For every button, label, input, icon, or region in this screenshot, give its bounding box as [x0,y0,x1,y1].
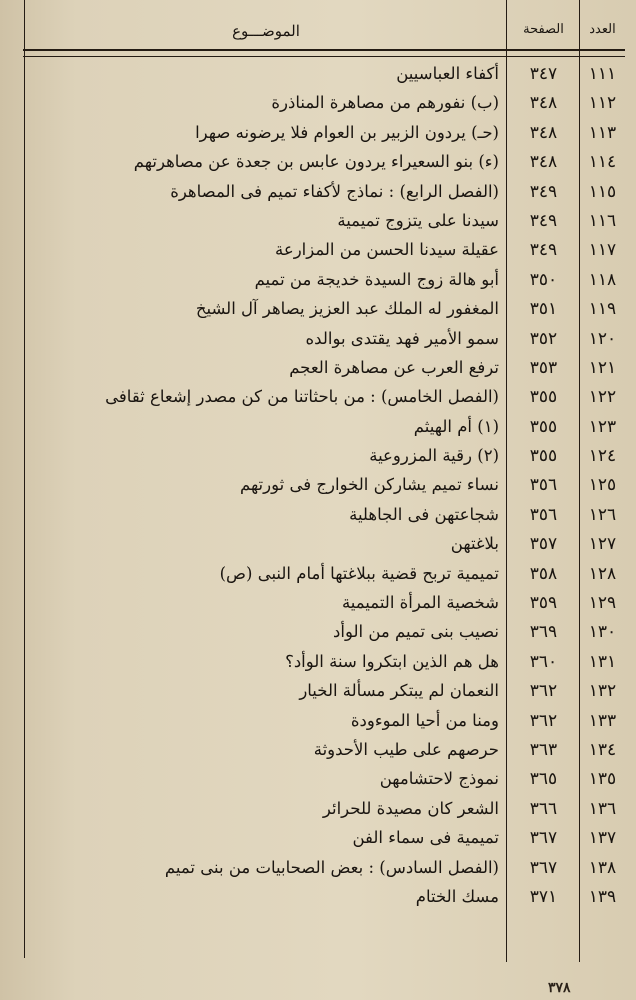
row-topic: ومنا من أحيا الموءودة [350,710,499,730]
row-page: ٣٦٦ [529,798,558,819]
row-page: ٣٥٥ [529,416,558,437]
row-topic: (٢) رقية المزروعية [369,446,499,466]
table-row [25,679,625,708]
row-topic: بلاغتهن [450,534,499,554]
row-topic: (ب) نفورهم من مصاهرة المناذرة [271,93,499,113]
row-page: ٣٦٧ [529,857,558,878]
row-topic: هل هم الذين ابتكروا سنة الوأد؟ [285,651,499,671]
row-number: ١١٨ [588,269,617,290]
row-number: ١٢٩ [588,593,617,614]
row-page: ٣٤٩ [529,240,558,261]
table-row [25,473,625,502]
row-topic: شخصية المرأة التميمية [341,593,499,613]
row-topic: أبو هالة زوج السيدة خديجة من تميم [254,269,499,289]
row-topic: النعمان لم يبتكر مسألة الخيار [299,681,499,701]
row-page: ٣٧١ [529,886,558,907]
table-row [25,885,625,914]
table-row [25,121,625,150]
table-row [25,856,625,885]
row-number: ١٢٤ [588,446,617,467]
row-topic: (الفصل الرابع) : نماذج لأكفاء تميم فى المصاهرة [170,181,499,201]
row-number: ١٢٥ [588,475,617,496]
row-page: ٣٥٢ [529,328,558,349]
row-page: ٣٤٧ [529,64,558,84]
row-page: ٣٦٩ [529,622,558,643]
page-number: ٣٧٨ [548,980,571,996]
table-row [25,209,625,238]
row-number: ١١١ [588,64,617,84]
row-topic: أكفاء العباسيين [396,64,499,83]
row-number: ١٣٠ [588,622,617,643]
table-row [25,356,625,385]
row-number: ١٢٠ [588,328,617,349]
table-row [25,91,625,120]
row-number: ١١٢ [588,93,617,114]
table-row [25,591,625,620]
row-number: ١٢٧ [588,534,617,555]
row-topic: سيدنا على يتزوج تميمية [337,210,499,230]
row-page: ٣٦٢ [529,710,558,731]
row-topic: سمو الأمير فهد يقتدى بوالده [305,328,499,348]
table-row [25,150,625,179]
row-page: ٣٦٧ [529,828,558,849]
table-row [25,532,625,561]
row-topic: عقيلة سيدنا الحسن من المزارعة [275,240,499,260]
row-number: ١٣٦ [588,798,617,819]
row-page: ٣٥٦ [529,475,558,496]
table-row [25,180,625,209]
row-topic: تميمية فى سماء الفن [352,828,499,848]
table-row [25,327,625,356]
row-number: ١٣٩ [588,886,617,907]
row-topic: نساء تميم يشاركن الخوارج فى ثورتهم [239,475,499,495]
row-page: ٣٥١ [529,299,558,320]
row-number: ١٢١ [588,357,617,378]
table-row [25,503,625,532]
row-number: ١٣٤ [588,739,617,760]
row-page: ٣٤٨ [529,93,558,114]
row-number: ١٢٢ [588,387,617,408]
row-page: ٣٥٠ [529,269,558,290]
header-rule [23,49,625,51]
row-number: ١١٩ [588,299,617,320]
row-topic: شجاعتهن فى الجاهلية [349,504,499,524]
row-topic: (ء) بنو السعيراء يردون عابس بن جعدة عن مصاهرتهم [133,152,499,172]
table-row [25,767,625,796]
row-page: ٣٥٩ [529,593,558,614]
row-page: ٣٥٥ [529,387,558,408]
row-topic: نصيب بنى تميم من الوأد [333,622,499,642]
row-page: ٣٥٥ [529,446,558,467]
page-column-header: الصفحة [523,22,564,37]
row-number: ١١٤ [588,152,617,173]
row-page: ٣٥٨ [529,563,558,584]
row-topic: مسك الختام [415,886,499,906]
table-row [25,738,625,767]
table-row [25,562,625,591]
table-row [25,415,625,444]
row-number: ١٣٣ [588,710,617,731]
row-topic: ترفع العرب عن مصاهرة العجم [289,357,499,377]
contents-table [20,0,625,960]
table-row [25,238,625,267]
table-row [25,797,625,826]
row-number: ١١٥ [588,181,617,202]
row-number: ١٢٦ [588,504,617,525]
row-topic: (١) أم الهيثم [413,416,499,436]
table-row [25,268,625,297]
row-page: ٣٦٥ [529,769,558,790]
table-row [25,444,625,473]
number-column-header: العدد [589,22,616,37]
row-page: ٣٦٠ [529,651,558,672]
row-topic: الشعر كان مصيدة للحرائر [322,798,499,818]
row-page: ٣٥٣ [529,357,558,378]
topic-column-header: الموضـــوع [232,22,300,40]
row-topic: حرصهم على طيب الأحدوثة [313,739,499,759]
row-topic: (حـ) يردون الزبير بن العوام فلا يرضونه صهرا [195,122,499,142]
row-number: ١٣٧ [588,828,617,849]
row-page: ٣٤٨ [529,152,558,173]
table-row [25,826,625,855]
row-page: ٣٦٢ [529,681,558,702]
row-number: ١٢٨ [588,563,617,584]
row-number: ١٣٨ [588,857,617,878]
table-row [25,297,625,326]
row-number: ١٢٣ [588,416,617,437]
row-topic: نموذج لاحتشامهن [379,769,499,789]
row-number: ١٣٢ [588,681,617,702]
row-topic: تميمية تربح قضية ببلاغتها أمام النبى (ص) [219,563,499,583]
table-row [25,385,625,414]
row-topic: (الفصل الخامس) : من باحثاتنا من كن مصدر إشعاع ثقافى [105,387,499,407]
row-page: ٣٦٣ [529,739,558,760]
row-topic: (الفصل السادس) : بعض الصحابيات من بنى تميم [164,857,499,877]
row-number: ١١٣ [588,122,617,143]
table-row [25,650,625,679]
row-page: ٣٤٨ [529,122,558,143]
table-row [25,709,625,738]
table-row [25,620,625,649]
table-body [25,62,625,914]
row-number: ١٣١ [588,651,617,672]
row-page: ٣٥٧ [529,534,558,555]
row-page: ٣٥٦ [529,504,558,525]
header-rule [23,56,625,57]
table-row [25,62,625,91]
row-topic: المغفور له الملك عبد العزيز يصاهر آل الشيخ [195,299,499,319]
row-page: ٣٤٩ [529,210,558,231]
row-number: ١٣٥ [588,769,617,790]
row-page: ٣٤٩ [529,181,558,202]
row-number: ١١٦ [588,210,617,231]
row-number: ١١٧ [588,240,617,261]
